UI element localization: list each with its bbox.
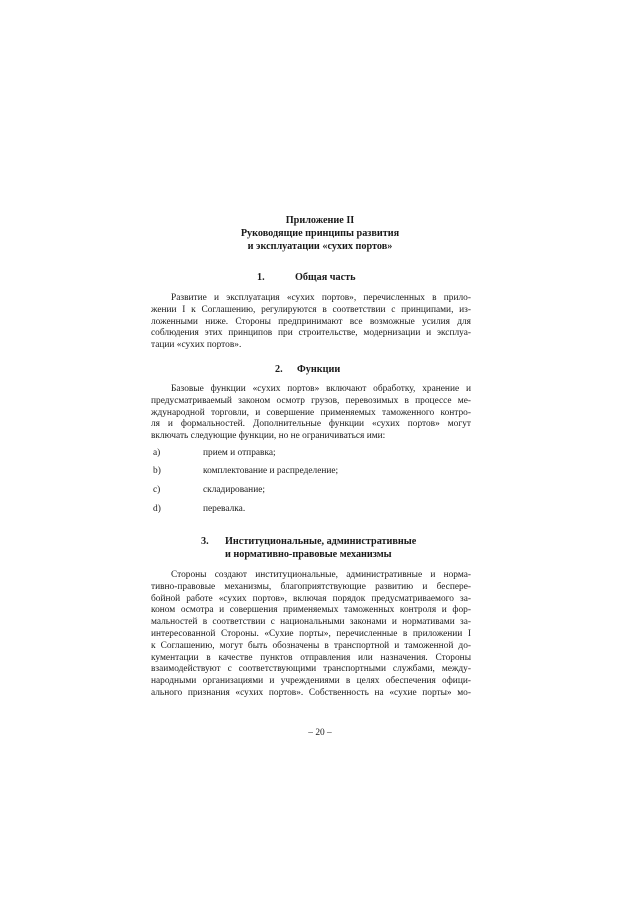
paragraph-line: Развитие и эксплуатация «сухих портов», перечисленных в прило- — [171, 293, 471, 303]
paragraph-line: коном осмотра и совершения применяемых таможенных контроля и фор- — [151, 605, 471, 616]
paragraph-line: ждународной торговли, и совершение применяемых таможенного контро- — [151, 407, 471, 418]
paragraph-line: взаимодействуют с соответствующими транспортными службами, между- — [151, 664, 471, 675]
paragraph-line: ложенными ниже. Стороны предпринимают все возможные усилия для — [151, 316, 471, 327]
paragraph-line: ля и формальностей. Дополнительные функции «сухих портов» могут — [151, 419, 471, 430]
annex-title-line: Руководящие принципы развития — [240, 228, 400, 239]
section-number: 3. — [201, 536, 209, 547]
list-text: прием и отправка; — [203, 448, 276, 458]
paragraph-line: ального признания «сухих портов». Собственность на «сухие порты» мо- — [151, 687, 471, 698]
paragraph-line: народными организациями и учреждениями в целях обеспечения офици- — [151, 676, 471, 687]
list-marker: c) — [153, 485, 161, 495]
section-number: 1. — [257, 272, 265, 283]
section-title: Функции — [297, 364, 341, 375]
section-title: Общая часть — [295, 272, 356, 283]
list-text: перевалка. — [203, 504, 246, 514]
section-title: Институциональные, административные — [225, 536, 417, 547]
section-title: и нормативно-правовые механизмы — [225, 549, 392, 560]
paragraph-line: тации «сухих портов». — [151, 340, 242, 351]
annex-title — [150, 214, 490, 253]
page-number: – 20 – — [308, 728, 332, 738]
paragraph-line: предусматриваемый законом осмотр грузов, перевозимых в процессе ме- — [151, 395, 471, 406]
paragraph-line: тивно-правовые механизмы, благоприятствующие развитию и беспере- — [151, 581, 471, 592]
paragraph-line: кументации в качестве пунктов отправления или назначения. Стороны — [151, 652, 471, 663]
section-2-paragraph — [151, 384, 471, 443]
list-marker: a) — [153, 448, 161, 458]
paragraph-line: Стороны создают институциональные, административные и норма- — [171, 570, 471, 580]
paragraph-line: жении I к Соглашению, регулируются в соответствии с принципами, из- — [151, 304, 471, 315]
paragraph-line: соблюдения этих принципов при строительстве, модернизации и эксплуа- — [151, 328, 471, 339]
list-marker: b) — [153, 466, 161, 476]
paragraph-line: бойной работе «сухих портов», включая порядок предусматриваемого за- — [151, 593, 471, 604]
paragraph-line: Базовые функции «сухих портов» включают обработку, хранение и — [171, 384, 471, 394]
annex-title-line: и эксплуатации «сухих портов» — [247, 241, 393, 252]
annex-title-line: Приложение II — [285, 215, 355, 226]
list-text: складирование; — [203, 485, 265, 495]
paragraph-line: мальностей в соответствии с национальными законами и нормативами за- — [151, 617, 471, 628]
section-number: 2. — [275, 364, 283, 375]
section-1-paragraph — [151, 293, 471, 352]
list-marker: d) — [153, 504, 161, 514]
section-3-paragraph — [151, 570, 471, 700]
paragraph-line: интересованной Стороны. «Сухие порты», перечисленные в приложении I — [151, 628, 471, 639]
paragraph-line: к Соглашению, могут быть обозначены в транспортной и таможенной до- — [151, 640, 471, 651]
list-text: комплектование и распределение; — [203, 466, 339, 476]
paragraph-line: включать следующие функции, но не ограничиваться ими: — [151, 431, 386, 442]
